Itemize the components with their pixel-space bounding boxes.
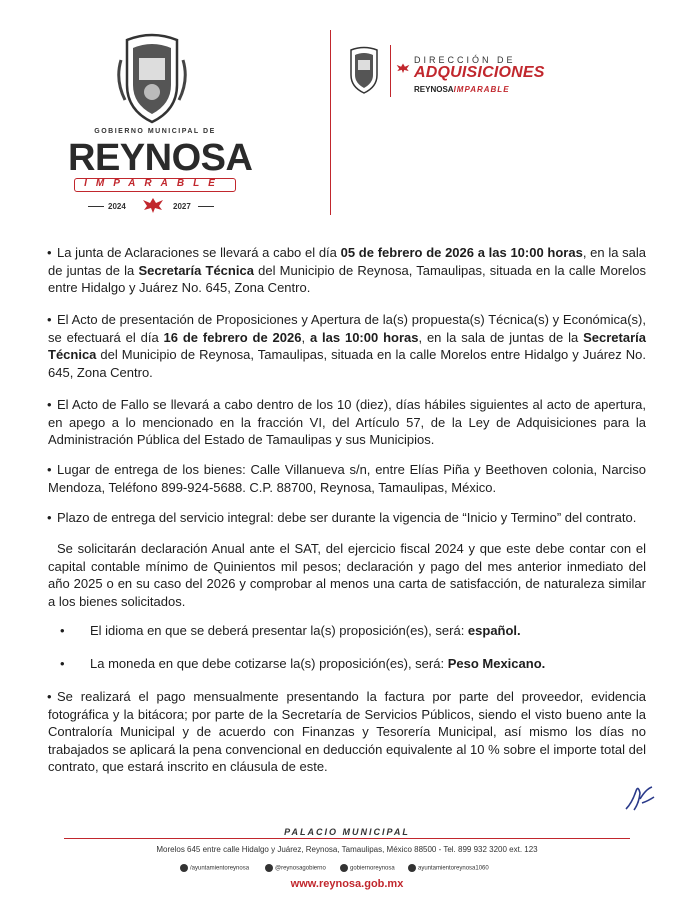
eagle-icon <box>142 196 164 214</box>
department-crest-logo <box>346 45 382 95</box>
twitter-link[interactable]: @reynosagobierno <box>265 864 326 872</box>
clarifications-paragraph: • La junta de Aclaraciones se llevará a cabo el día 05 de febrero de 2026 a las 10:00 horas, en la sala de juntas de la Secretaría Técnica del Municipio de Reynosa, Tamaulipas, situada en la calle Morelos entre Hidalgo y Juárez No. 645, Zona Centro. <box>47 245 647 296</box>
year-end: 2027 <box>173 202 191 211</box>
city-title: REYNOSA <box>68 137 253 179</box>
department-label: DIRECCIÓN DE <box>414 55 516 65</box>
x-icon <box>265 864 273 872</box>
youtube-link[interactable]: ayuntamientoreynosa1060 <box>408 864 489 872</box>
youtube-icon <box>408 864 416 872</box>
requirements-paragraph: Se solicitarán declaración Anual ante el SAT, del ejercicio fiscal 2024 y que este debe contar con el capital contable mínimo de Quinientos mil pesos; declaración y pago del mes anterior inmediato del año 2025 o en su caso del 2026 y comprobar al menos una carta de satisfacción, de naturaleza similar a los bienes solicitados. <box>48 541 646 609</box>
delivery-term-paragraph: • Plazo de entrega del servicio integral: debe ser durante la vigencia de “Inicio y Termino” del contrato. <box>47 510 637 525</box>
brand-tagline <box>414 85 510 94</box>
delivery-place-paragraph: • Lugar de entrega de los bienes: Calle Villanueva s/n, entre Elías Piña y Beethoven colonia, Narciso Mendoza, Teléfono 899-924-5688. C.P. 88700, Reynosa, Tamaulipas, México. <box>47 462 646 495</box>
brand-slogan: IMPARABLE <box>453 85 510 94</box>
signature-mark <box>622 783 658 813</box>
footer-address: Morelos 645 entre calle Hidalgo y Juárez, Reynosa, Tamaulipas, México 88500 - Tel. 899 932 3200 ext. 123 <box>156 845 538 854</box>
instagram-icon <box>340 864 348 872</box>
header-divider <box>330 30 331 215</box>
facebook-link[interactable]: /ayuntamientoreynosa <box>180 864 249 872</box>
municipal-crest-logo <box>117 30 187 125</box>
instagram-link[interactable]: gobiernoreynosa <box>340 864 395 872</box>
slogan-text: IMPARABLE <box>84 178 224 189</box>
government-label: GOBIERNO MUNICIPAL DE <box>94 128 216 135</box>
social-links <box>180 864 520 876</box>
footer-divider <box>64 838 630 839</box>
proposals-paragraph: • El Acto de presentación de Proposiciones y Apertura de la(s) propuesta(s) Técnica(s) y Económica(s), se efectuará el día 16 de febrero de 2026, a las 10:00 horas, en la sala de juntas de la Secretaría Técnica del Municipio de Reynosa, Tamaulipas, situada en la calle Morelos entre Hidalgo y Juárez No. 645, Zona Centro. <box>47 312 646 380</box>
ruling-paragraph: • El Acto de Fallo se llevará a cabo dentro de los 10 (diez), días hábiles siguientes al acto de apertura, en apego a lo mencionado en la fracción VI, del Artículo 57, de la Ley de Adquisiciones para la Administración Pública del Estado de Tamaulipas y sus Municipios. <box>47 397 646 448</box>
brand-city: REYNOSA <box>414 85 454 94</box>
website-link[interactable]: www.reynosa.gob.mx <box>290 878 404 890</box>
brand-divider <box>390 45 391 97</box>
footer-title: PALACIO MUNICIPAL <box>284 827 410 837</box>
facebook-icon <box>180 864 188 872</box>
year-start: 2024 <box>108 202 126 211</box>
department-name: ADQUISICIONES <box>414 64 545 81</box>
eagle-icon <box>396 62 410 74</box>
payment-paragraph: • Se realizará el pago mensualmente presentando la factura por parte del proveedor, evidencia fotográfica y la bitácora; por parte de la Secretaría de Servicios Públicos, siendo el visto bueno ante la Contraloría Municipal y de acuerdo con Finanzas y Tesorería Municipal, así mismo los días no trabajados se aplicará la pena convencional en deducción equivalente al 10 % sobre el importe total del contrato, que estará inscrito en cláusula de este. <box>47 689 646 775</box>
